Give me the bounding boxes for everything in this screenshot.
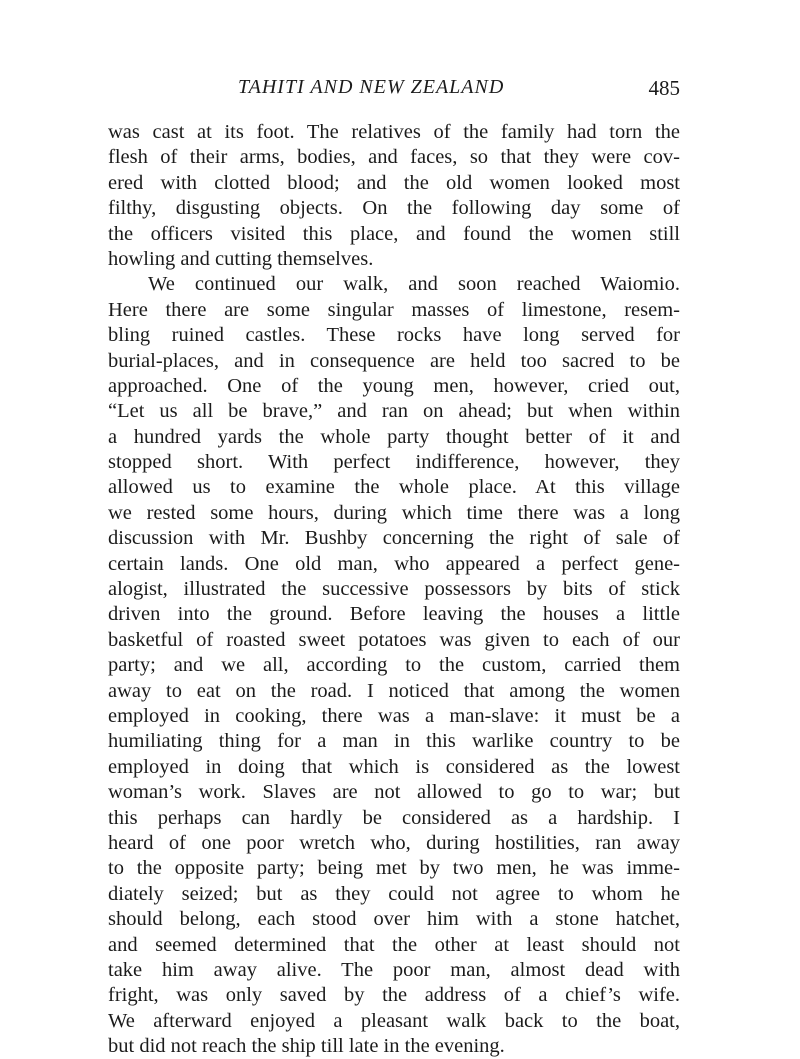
- text-line: bling ruined castles. These rocks have long served for: [108, 324, 680, 347]
- text-line: woman’s work. Slaves are not allowed to go to war; but: [108, 781, 680, 804]
- text-line: employed in cooking, there was a man-slave: it must be a: [108, 704, 680, 727]
- text-line: should belong, each stood over him with a stone hatchet,: [108, 908, 680, 931]
- text-line: “Let us all be brave,” and ran on ahead; but when within: [108, 400, 680, 423]
- text-line: stopped short. With perfect indifference, however, they: [108, 451, 680, 474]
- page-header: [108, 76, 680, 106]
- text-line: flesh of their arms, bodies, and faces, so that they were cov-: [108, 146, 680, 169]
- text-line: burial-places, and in consequence are held too sacred to be: [108, 349, 680, 372]
- text-line: alogist, illustrated the successive possessors by bits of stick: [108, 578, 680, 601]
- text-line: approached. One of the young men, however, cried out,: [108, 374, 680, 397]
- text-line: humiliating thing for a man in this warlike country to be: [108, 730, 680, 753]
- text-line: was cast at its foot. The relatives of the family had torn the: [108, 121, 680, 143]
- text-line: howling and cutting themselves.: [108, 247, 374, 270]
- body-text: [108, 120, 680, 1059]
- text-line: and seemed determined that the other at least should not: [108, 933, 680, 956]
- running-title: TAHITI AND NEW ZEALAND: [238, 76, 505, 98]
- text-line: take him away alive. The poor man, almost dead with: [108, 958, 680, 981]
- text-line: we rested some hours, during which time there was a long: [108, 501, 680, 524]
- text-line: away to eat on the road. I noticed that among the women: [108, 679, 680, 702]
- text-line: ered with clotted blood; and the old women looked most: [108, 171, 680, 194]
- text-line: certain lands. One old man, who appeared a perfect gene-: [108, 552, 680, 575]
- paragraph-start-line: We continued our walk, and soon reached Waiomio.: [148, 273, 680, 296]
- page-number: 485: [648, 76, 680, 100]
- text-line: the officers visited this place, and found the women still: [108, 222, 680, 245]
- text-line: but did not reach the ship till late in the evening.: [108, 1035, 505, 1058]
- text-line: Here there are some singular masses of limestone, resem-: [108, 298, 680, 321]
- text-line: party; and we all, according to the custom, carried them: [108, 654, 680, 677]
- text-line: employed in doing that which is considered as the lowest: [108, 755, 680, 778]
- text-line: to the opposite party; being met by two men, he was imme-: [108, 857, 680, 880]
- text-line: diately seized; but as they could not agree to whom he: [108, 882, 680, 905]
- text-line: heard of one poor wretch who, during hostilities, ran away: [108, 831, 680, 854]
- text-line: a hundred yards the whole party thought better of it and: [108, 425, 680, 448]
- text-line: filthy, disgusting objects. On the following day some of: [108, 197, 680, 220]
- text-line: We afterward enjoyed a pleasant walk back to the boat,: [108, 1009, 680, 1032]
- text-line: discussion with Mr. Bushby concerning the right of sale of: [108, 527, 680, 550]
- text-line: basketful of roasted sweet potatoes was given to each of our: [108, 628, 680, 651]
- text-line: allowed us to examine the whole place. At this village: [108, 476, 680, 499]
- text-line: driven into the ground. Before leaving the houses a little: [108, 603, 680, 626]
- text-line: fright, was only saved by the address of a chief’s wife.: [108, 984, 680, 1007]
- text-line: this perhaps can hardly be considered as a hardship. I: [108, 806, 680, 829]
